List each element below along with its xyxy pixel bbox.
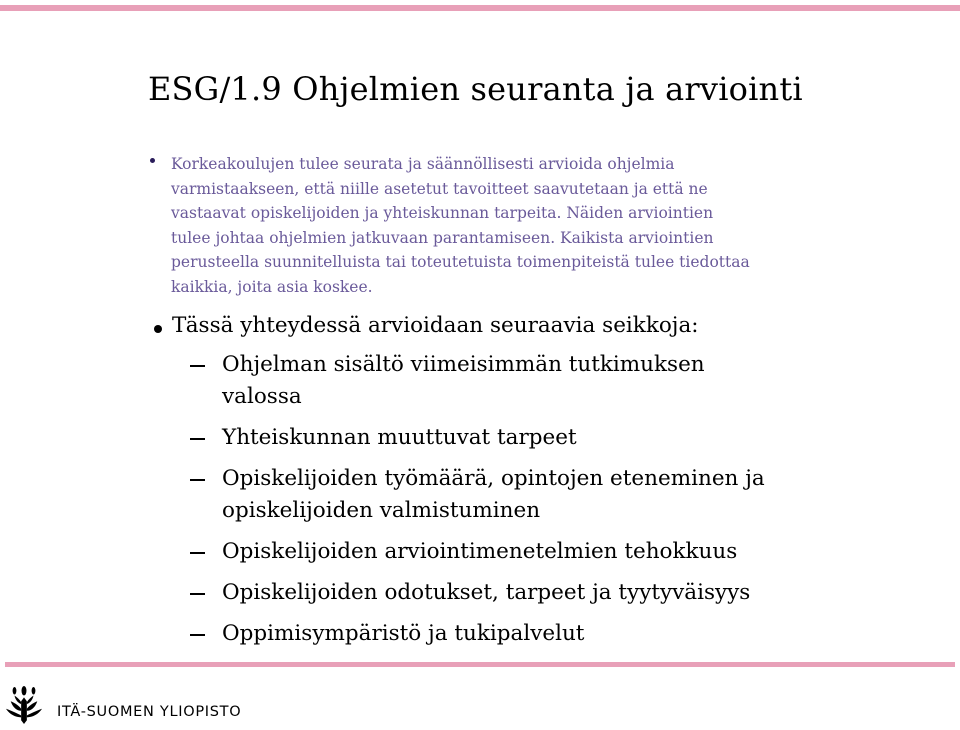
sub-item-society — [190, 422, 577, 454]
bottom-accent-bar — [5, 662, 955, 667]
university-name: ITÄ-SUOMEN YLIOPISTO — [57, 704, 242, 720]
university-logo-icon — [5, 686, 43, 724]
sub-item-text: Yhteiskunnan muuttuvat tarpeet — [222, 425, 577, 450]
dash-icon — [190, 634, 205, 636]
top-accent-bar — [0, 5, 960, 11]
sub-item-text: Opiskelijoiden työmäärä, opintojen eteneminen ja opiskelijoiden valmistuminen — [222, 466, 765, 523]
dash-icon — [190, 479, 205, 481]
intro-bullet-text: Korkeakoulujen tulee seurata ja säännöllisesti arvioida ohjelmia varmistaakseen, että niille asetetut tavoitteet saavutetaan ja että ne vastaavat opiskelijoiden ja yhteiskunnan tarpeita. Näiden arviointien tulee johtaa ohjelmien jatkuvaan parantamiseen. Kaikista arviointien perusteella suunnitelluista tai toteutetuista toimenpiteistä tulee tiedottaa kaikkia, joita asia koskee. — [171, 155, 750, 296]
dash-icon — [190, 438, 205, 440]
dash-icon — [190, 365, 205, 367]
sub-item-text: Opiskelijoiden arviointimenetelmien tehokkuus — [222, 539, 738, 564]
sub-item-environment — [190, 618, 584, 650]
sub-item-workload — [190, 463, 765, 527]
sub-item-text: Opiskelijoiden odotukset, tarpeet ja tyytyväisyys — [222, 580, 751, 605]
main-bullet-text: Tässä yhteydessä arvioidaan seuraavia seikkoja: — [172, 313, 699, 338]
bullet-dot-icon — [150, 158, 155, 163]
sub-item-text: Oppimisympäristö ja tukipalvelut — [222, 621, 585, 646]
sub-item-content — [190, 349, 705, 413]
bullet-dot-icon — [154, 325, 162, 333]
intro-bullet — [150, 152, 800, 299]
dash-icon — [190, 593, 205, 595]
slide-title: ESG/1.9 Ohjelmien seuranta ja arviointi — [148, 70, 803, 108]
dash-icon — [190, 552, 205, 554]
main-bullet — [154, 313, 699, 338]
sub-item-expectations — [190, 577, 750, 609]
sub-item-assessment — [190, 536, 737, 568]
sub-item-text: Ohjelman sisältö viimeisimmän tutkimuksen valossa — [222, 352, 705, 409]
